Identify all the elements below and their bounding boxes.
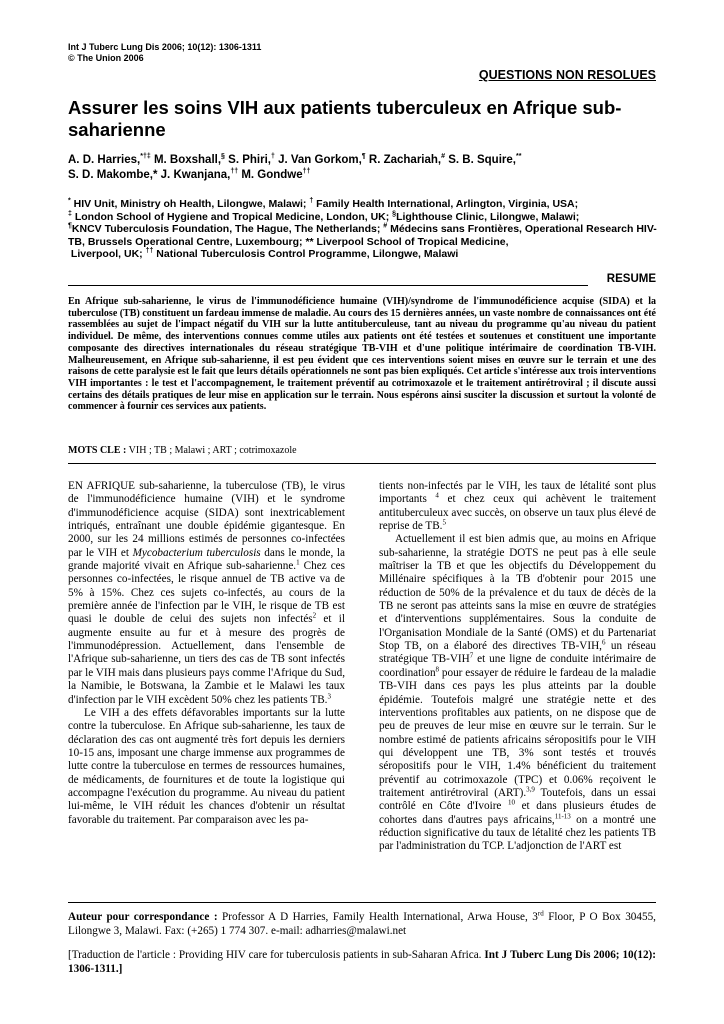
resume-heading: RESUME <box>606 273 656 285</box>
keywords-divider <box>68 463 656 464</box>
translation-prefix: [Traduction de l'article : Providing HIV care for tuberculosis patients in sub-Saharan Africa. <box>68 949 482 961</box>
journal-copyright: © The Union 2006 <box>68 53 144 63</box>
translation-source: Int J Tuberc Lung Dis 2006; 10(12): 1306-1311.] <box>68 949 656 975</box>
translation-note <box>68 948 656 976</box>
body-paragraph: EN AFRIQUE sub-saharienne, la tuberculose (TB), le virus de l'immunodéficience humaine (VIH) et le syndrome d'immunodéficience acquise (SIDA) sont inextricablement intriqués, entraînant une double épidémie gigantesque. En 2000, sur les 24 millions estimés de personnes co-infectées par le VIH et Mycobacterium tuberculosis dans le monde, la grande majorité vivait en Afrique sub-saharienne.$^1$ Chez ces personnes co-infectées, le risque annuel de TB active va de 5% à 15%. Chez ces sujets co-infectés, au cours de la première année de l'infection par le VIH, le risque de TB est quasi le double de celui des sujets non infectés$^2$ et il augmente ensuite au fur et à mesure des progrès de l'immunodépression. Actuellement, dans l'ensemble de l'Afrique sub-saharienne, un tiers des cas de TB sont infectés par le VIH mais dans plusieurs pays comme l'Afrique du Sud, la Namibie, le Botswana, la Zambie et le Malawi les taux d'infection par le VIH excèdent 50% chez les patients TB.$^3$ <box>68 480 345 706</box>
keywords-list: VIH ; TB ; Malawi ; ART ; cotrimoxazole <box>128 445 297 456</box>
body-paragraph: Actuellement il est bien admis que, au moins en Afrique sub-saharienne, la stratégie DOTS ne peut pas à elle seule maîtriser la TB et que les objectifs du Développement du Millénaire spécifiques à la TB d'obtenir pour 2015 une réduction de 50% de la prévalence et du taux de décès de la TB ne seront pas atteints sans la mise en œuvre de stratégies et d'interventions supplémentaires. Sous la conduite de l'Organisation Mondiale de la Santé (OMS) et du Partenariat Stop TB, on a élaboré des directives TB-VIH,$^6$ un réseau stratégique TB-VIH$^7$ et une ligne de conduite intérimaire de coordination$^8$ pour essayer de réduire le fardeau de la maladie TB-VIH dans ces pays les plus atteints par la double épidémie. Toutefois malgré une stratégie nette et des interventions profitables aux patients, on ne dispose que de peu de preuves de leur mise en œuvre sur le terrain. Sur le nombre estimé de patients africains séropositifs pour le VIH qui développent une TB, 3% sont testés et trouvés séropositifs pour le VIH, 1.4% bénéficient du traitement préventif au cotrimoxazole (TPC) et 0.06% reçoivent le traitement antirétroviral (ART).$^{3,9}$ Toutefois, dans un essai contrôlé en Côte d'Ivoire $^{10}$ et dans plusieurs études de cohortes dans d'autres pays africains,$^{11-13}$ on a montré une réduction significative du taux de létalité chez les patients TB par l'administration du TCP. L'adjonction de l'ART est <box>379 533 656 853</box>
body-left-column <box>68 480 345 827</box>
journal-header <box>68 42 261 64</box>
authors-line-1: A. D. Harries,*†‡ M. Boxshall,§ S. Phiri,† J. Van Gorkom,¶ R. Zachariah,# S. B. Squire,** <box>68 153 522 166</box>
abstract: En Afrique sub-saharienne, le virus de l'immunodéficience humaine (VIH)/syndrome de l'immunodéficience acquise (SIDA) et la tuberculose (TB) constituent un fardeau immense de maladie. Au cours des 15 dernières années, un vaste nombre de connaissances ont été rassemblées au sujet de l'impact négatif du VIH sur la lutte antituberculeuse, tant au niveau du programme qu'au niveau du patient individuel. De même, des interventions connues comme utiles aux patients ont été testées et soutenues et constituent une importante composante des directives internationales du réseau stratégique TB-VIH et d'une politique intérimaire de coordination TB-VIH. Malheureusement, en Afrique sub-saharienne, il est peu évident que ces interventions soient mises en œuvre sur le terrain et une des raisons de cette paralysie est le fait que leurs détails opérationnels ne sont pas bien expliqués. Cet article s'intéresse aux trois interventions VIH importantes : le test et l'accompagnement, le traitement préventif au cotrimoxazole et le traitement antirétroviral ; il discute aussi certains des détails pratiques de leur mise en application sur le terrain. Nous espérons ainsi susciter la discussion et surtout la volonté de commencer à fournir ces services aux patients. <box>68 296 656 413</box>
correspondence: Auteur pour correspondance : Professor A D Harries, Family Health International, Arwa House, 3rd Floor, P O Box 30455, Lilongwe 3, Malawi. Fax: (+265) 1 774 307. e-mail: adharries@malawi.net <box>68 909 656 937</box>
body-paragraph: tients non-infectés par le VIH, les taux de létalité sont plus importants $^4$ et chez ceux qui achèvent le traitement antituberculeux avec succès, on observe un taux plus élevé de reprise de TB.$^5$ <box>379 480 657 533</box>
correspondence-label: Auteur pour correspondance : <box>68 911 218 923</box>
journal-citation: Int J Tuberc Lung Dis 2006; 10(12): 1306-1311 <box>68 42 262 52</box>
authors-line-2: S. D. Makombe,* J. Kwanjana,†† M. Gondwe†† <box>68 168 311 181</box>
article-title: Assurer les soins VIH aux patients tuberculeux en Afrique sub-saharienne <box>68 97 622 140</box>
keywords <box>68 445 297 456</box>
footer-divider <box>68 902 656 903</box>
author-list <box>68 153 668 183</box>
resume-divider <box>68 285 588 286</box>
body-paragraph: Le VIH a des effets défavorables importants sur la lutte contre la tuberculose. En Afrique sub-saharienne, les taux de déclaration des cas ont augmenté très fort depuis les derniers 10-15 ans, imposant une charge immense aux programmes de lutte contre la tuberculose en termes de ressources humaines, de médicaments, de fournitures et de toute la logistique qui accompagne l'exécution du programme. Au niveau du patient lui-même, le VIH réduit les chances d'obtenir un résultat favorable du traitement. Par comparaison avec les pa- <box>68 706 345 826</box>
affiliations: * HIV Unit, Ministry oh Health, Lilongwe, Malawi; † Family Health International, Arlington, Virginia, USA; ‡ London School of Hygiene and Tropical Medicine, London, UK; §Lighthouse Clinic, Lilongwe, Malawi; ¶KNCV Tuberculosis Foundation, The Hague, The Netherlands; # Médecins sans Frontières, Operational Research HIV-TB, Brussels Operational Centre, Luxembourg; ** Liverpool School of Tropical Medicine, Liverpool, UK; †† National Tuberculosis Control Programme, Lilongwe, Malawi <box>68 197 657 261</box>
keywords-label: MOTS CLE : <box>68 445 127 456</box>
body-right-column <box>379 480 656 854</box>
section-label: QUESTIONS NON RESOLUES <box>478 68 656 82</box>
